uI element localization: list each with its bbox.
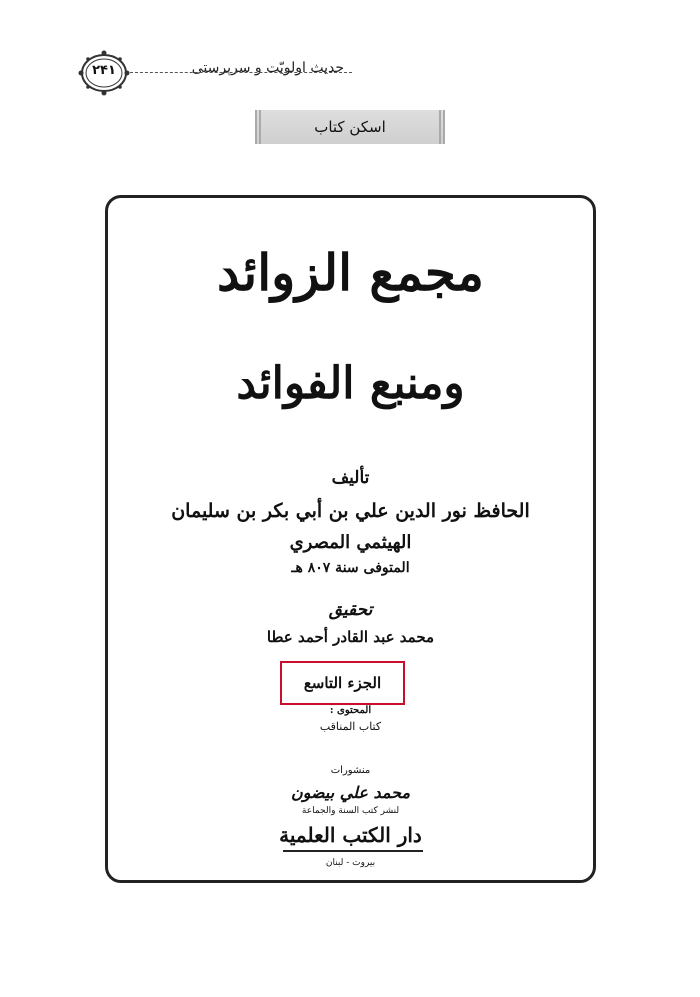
author-death-date: المتوفى سنة ٨٠٧ هـ xyxy=(291,560,410,576)
publisher-label: منشورات xyxy=(330,765,371,776)
header-dashed-rule xyxy=(130,72,352,73)
publisher-house-underline xyxy=(283,850,423,852)
publisher-name: محمد علي بيضون xyxy=(290,783,411,802)
book-title: مجمع الزوائد xyxy=(217,243,484,302)
scan-caption-label xyxy=(255,110,445,144)
author-nisba: الهيثمي المصري xyxy=(289,532,412,553)
book-subtitle: ومنبع الفوائد xyxy=(236,358,465,409)
page-number: ۲۴۱ xyxy=(92,63,116,78)
editing-label: تحقيق xyxy=(328,600,373,620)
contents-value: كتاب المناقب xyxy=(319,720,382,733)
book-cover-scan xyxy=(105,195,596,883)
page-number-badge xyxy=(78,50,130,96)
publisher-house: دار الكتب العلمية xyxy=(279,823,422,847)
page-header xyxy=(0,0,700,110)
author-name: الحافظ نور الدين علي بن أبي بكر بن سليمان xyxy=(171,500,530,522)
publisher-note: لنشر كتب السنة والجماعة xyxy=(301,806,400,816)
running-title: حدیث اولویّت و سرپرستی xyxy=(191,60,344,76)
authorship-label: تأليف xyxy=(331,468,370,488)
contents-label: المحتوى : xyxy=(329,705,372,716)
volume-highlight-box: الجزء التاسع xyxy=(280,661,405,705)
publisher-city: بيروت - لبنان xyxy=(325,858,376,868)
editor-name: محمد عبد القادر أحمد عطا xyxy=(266,628,435,646)
book-cover-content xyxy=(108,198,593,880)
scan-caption-text: اسکن کتاب xyxy=(314,118,386,136)
